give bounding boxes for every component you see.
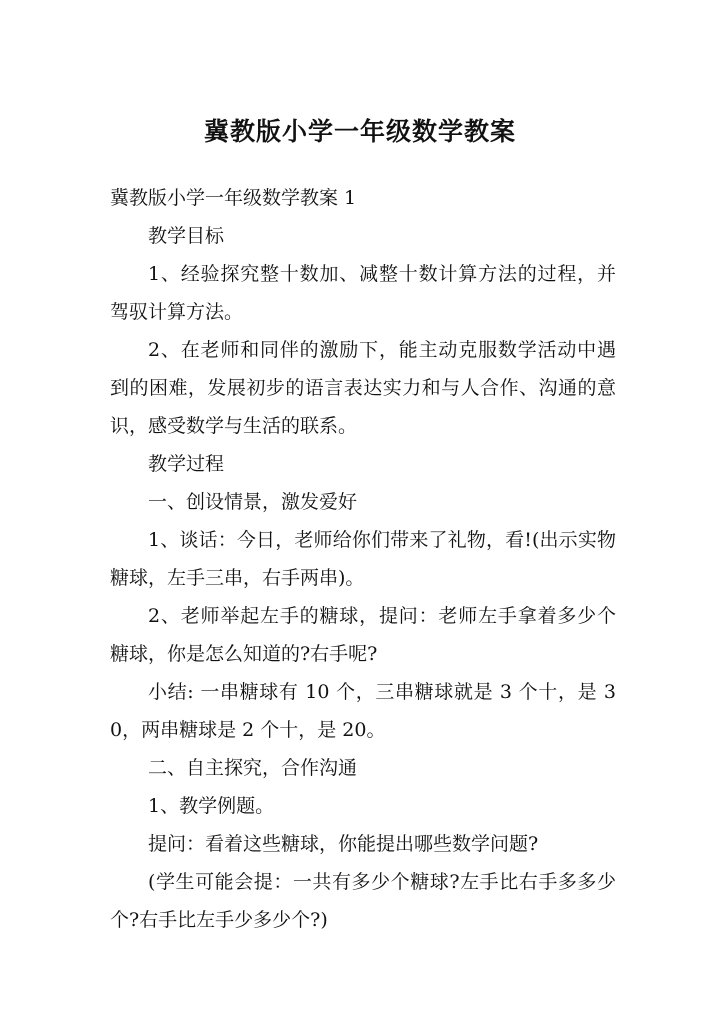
paragraph-summary: 小结: 一串糖球有 10 个，三串糖球就是 3 个十，是 30，两串糖球是 2 个十，是 20。 [110, 681, 616, 741]
paragraph-question: 2、老师举起左手的糖球，提问：老师左手拿着多少个糖球，你是怎么知道的?右手呢? [110, 605, 616, 665]
paragraph-goal-2: 2、在老师和同伴的激励下，能主动克服数学活动中遇到的困难，发展初步的语言表达实力和与人合作、沟通的意识，感受数学与生活的联系。 [110, 339, 616, 437]
paragraph-conversation: 1、谈话：今日，老师给你们带来了礼物，看!(出示实物糖球，左手三串，右手两串)。 [110, 529, 616, 589]
subheading-teaching-process: 教学过程 [148, 453, 225, 475]
paragraph-step-2: 二、自主探究，合作沟通 [148, 757, 358, 779]
paragraph-student-answers: (学生可能会提：一共有多少个糖球?左手比右手多多少个?右手比左手少多少个?) [110, 871, 616, 931]
section-heading: 冀教版小学一年级数学教案 1 [110, 187, 357, 209]
paragraph-prompt: 提问：看着这些糖球，你能提出哪些数学问题? [148, 833, 539, 855]
paragraph-goal-1: 1、经验探究整十数加、减整十数计算方法的过程，并驾驭计算方法。 [110, 263, 616, 323]
paragraph-step-1: 一、创设情景，激发爱好 [148, 491, 358, 513]
subheading-teaching-goals: 教学目标 [148, 225, 225, 247]
paragraph-example: 1、教学例题。 [148, 795, 275, 817]
document-body [110, 179, 616, 939]
document-title: 冀教版小学一年级数学教案 [203, 117, 516, 146]
